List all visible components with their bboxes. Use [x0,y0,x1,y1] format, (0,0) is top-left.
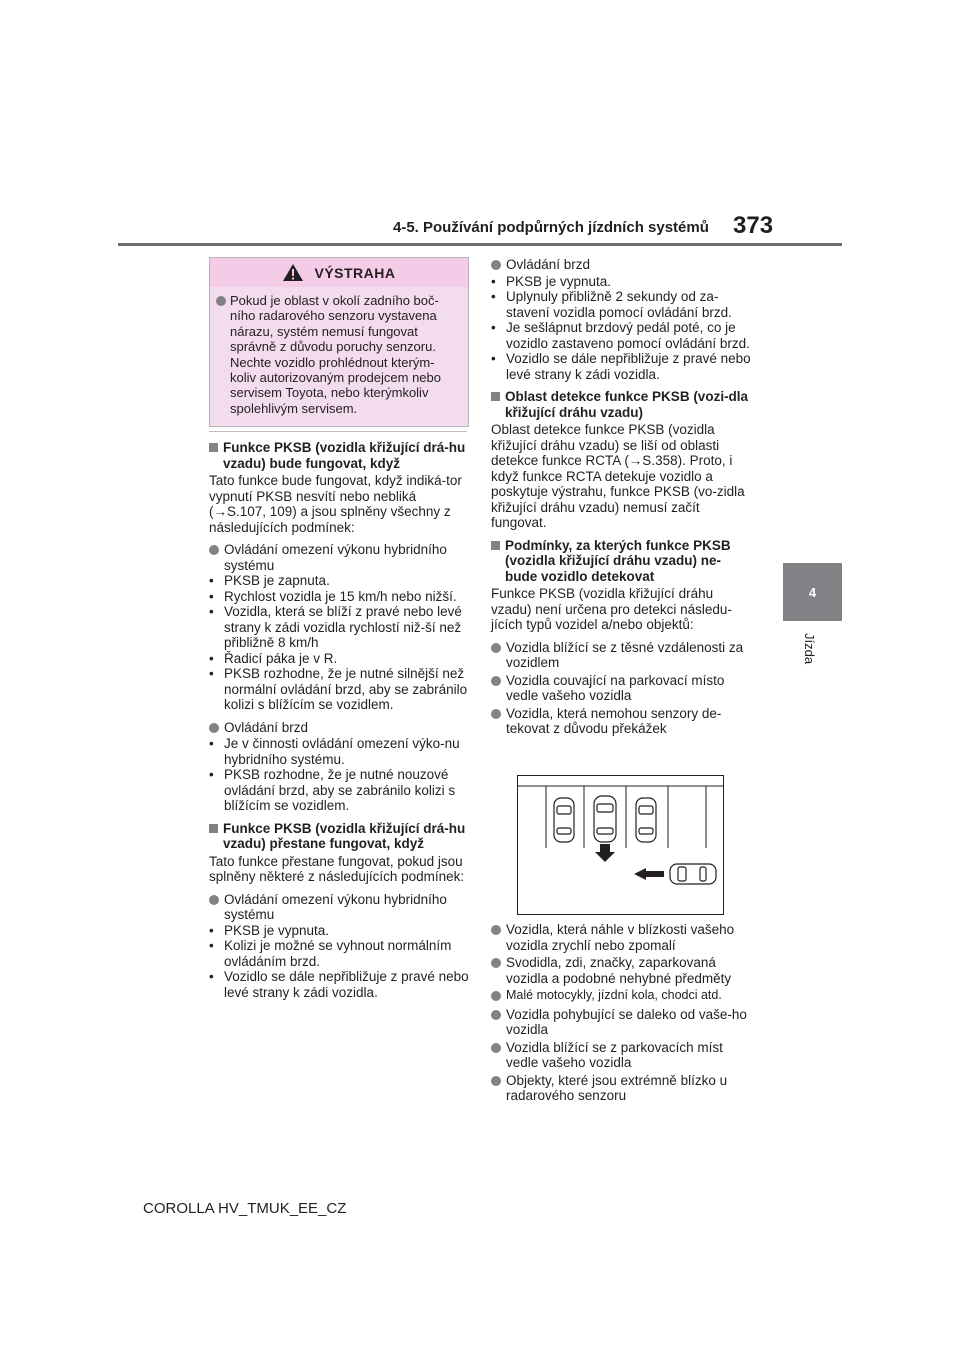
bullet-icon [209,723,219,733]
paragraph: Tato funkce bude fungovat, když indiká-tor vypnutí PKSB nesvítí nebo nebliká (→S.107, 109) a jsou splněny všechny z následujících podmínek: [209,473,462,535]
warning-text: Pokud je oblast v okolí zadního boč-ního radarového senzoru vystavena nárazu, systém nemusí fungovat správně z důvodu poruchy senzoru. Nechte vozidlo prohlédnout kterým-koliv autorizovaným prodejcem nebo servisem Toyota, nebo kterýmkoliv spolehlivým servisem. [230,293,441,416]
warning-box [209,257,469,427]
sub-item: PKSB je vypnuta. [506,273,612,289]
bullet-icon [216,296,226,306]
sub-item: Uplynuly přibližně 2 sekundy od za-stavení vozidla pomocí ovládání brzd. [506,289,732,320]
bullet-icon [491,1010,501,1020]
parking-diagram [518,776,723,914]
section-title: Funkce PKSB (vozidla křižující drá-hu vzadu) přestane fungovat, když [223,820,466,851]
chapter-label: Jízda [802,633,817,665]
section-title: Oblast detekce funkce PKSB (vozi-dla křižující dráhu vzadu) [505,389,749,420]
sub-item: Řadicí páka je v R. [224,650,338,666]
bullet-icon [491,260,501,270]
list-item: Vozidla blížící se z těsné vzdálenosti za vozidlem [506,639,744,670]
list-item: Vozidla couvající na parkovací místo vedle vašeho vozidla [506,672,725,703]
footer-model-code: COROLLA HV_TMUK_EE_CZ [143,1200,347,1217]
list-item: Svodidla, zdi, značky, zaparkovaná vozidla a podobné nehybné předměty [506,955,732,986]
sub-item: Kolizi je možné se vyhnout normálním ovládáním brzd. [224,938,452,969]
divider [209,431,467,432]
bullet-heading: Ovládání brzd [506,257,591,272]
section-square-icon [491,392,500,401]
list-item: Objekty, které jsou extrémně blízko u radarového senzoru [506,1072,728,1103]
chapter-tab [783,563,842,621]
page-number: 373 [733,212,774,239]
section-title: Podmínky, za kterých funkce PKSB (vozidla křižující dráhu vzadu) ne-bude vozidlo detekovat [505,537,731,584]
bullet-icon [209,895,219,905]
sub-item: PKSB rozhodne, že je nutné silnější než normální ovládání brzd, aby se zabránilo kolizi s blížícím se vozidlem. [224,666,468,712]
right-column: Ovládání brzd • PKSB je vypnuta. • Uplynuly přibližně 2 sekundy od za-stavení vozidla pomocí ovládání brzd. • Je sešlápnut brzdový pedál poté, co je vozidlo zastaveno pomocí ovládání brzd. • Vozidlo se dále nepřibližuje z pravé nebo levé strany k zádi vozidla. Oblast detekce funkce PKSB (vozi-dla křižující dráhu vzadu) Oblast detekce funkce PKSB (vozidla křižující dráhu vzadu) se liší od oblasti detekce funkce RCTA (→S.358). Proto, i když funkce RCTA detekuje vozidlo a poskytuje výstrahu, funkce PKSB (vo-zidla křižující dráhu vzadu) nemusí začít fungovat. Podmínky, za kterých funkce PKSB (vozidla křižující dráhu vzadu) ne-bude vozidlo detekovat Funkce PKSB (vozidla křižující dráhu vzadu) není určena pro detekci následu-jících typů vozidel a/nebo objektů: Vozidla blížící se z těsné vzdálenosti za vozidlem Vozidla couvající na parkovací místo vedle vašeho vozidla Vozidla, která nemohou senzory de-tekovat z důvodu překážek [491,255,753,737]
section-title: Funkce PKSB (vozidla křižující drá-hu vzadu) bude fungovat, když [223,440,466,471]
sub-item: Vozidla, která se blíží z pravé nebo levé strany k zádi vozidla rychlostí niž-ší než přibližně 8 km/h [224,604,462,650]
bullet-heading: Ovládání omezení výkonu hybridního systému [224,542,447,573]
warning-title: VÝSTRAHA [314,264,396,281]
list-item: Vozidla, která náhle v blízkosti vašeho vozidla zrychlí nebo zpomalí [506,922,735,953]
right-column-continued [491,920,753,1104]
bullet-icon [491,709,501,719]
parking-illustration [517,775,724,915]
paragraph: Tato funkce přestane fungovat, pokud jsou splněny některé z následujících podmínek: [209,853,465,884]
header-rule [118,243,842,246]
sub-item: Je sešlápnut brzdový pedál poté, co je vozidlo zastaveno pomocí ovládání brzd. [506,320,750,351]
bullet-heading: Ovládání omezení výkonu hybridního systému [224,891,447,922]
list-item: Malé motocykly, jízdní kola, chodci atd. [506,988,722,1002]
paragraph: Funkce PKSB (vozidla křižující dráhu vzadu) není určena pro detekci následu-jících typů vozidel a/nebo objektů: [491,586,732,632]
section-square-icon [491,541,500,550]
bullet-icon [491,991,501,1001]
sub-item: Vozidlo se dále nepřibližuje z pravé nebo levé strany k zádi vozidla. [506,351,751,382]
sub-item: Je v činnosti ovládání omezení výko-nu hybridního systému. [224,736,460,767]
bullet-icon [209,545,219,555]
section-square-icon [209,443,218,452]
section-square-icon [209,824,218,833]
sub-item: Vozidlo se dále nepřibližuje z pravé nebo levé strany k zádi vozidla. [224,969,469,1000]
list-item: Vozidla, která nemohou senzory de-tekovat z důvodu překážek [506,705,722,736]
chapter-number: 4 [808,584,817,600]
sub-item: Rychlost vozidla je 15 km/h nebo nižší. [224,588,457,604]
sub-item: PKSB rozhodne, že je nutné nouzové ovládání brzd, aby se zabránilo kolizi s blížícím se vozidlem. [224,767,456,813]
bullet-icon [491,925,501,935]
bullet-icon [491,1076,501,1086]
paragraph: Oblast detekce funkce PKSB (vozidla křižující dráhu vzadu) se liší od oblasti detekce funkce RCTA (→S.358). Proto, i když funkce RCTA detekuje vozidlo a poskytuje výstrahu, funkce PKSB (vo-zidla křižující dráhu vzadu) nemusí začít fungovat. [491,422,745,530]
sub-item: PKSB je vypnuta. [224,922,330,938]
bullet-icon [491,1043,501,1053]
bullet-icon [491,958,501,968]
warning-triangle-icon [282,263,304,282]
left-column: Funkce PKSB (vozidla křižující drá-hu vzadu) bude fungovat, když Tato funkce bude fungovat, když indiká-tor vypnutí PKSB nesvítí nebo nebliká (→S.107, 109) a jsou splněny všechny z následujících podmínek: Ovládání omezení výkonu hybridního systému • PKSB je zapnuta. • Rychlost vozidla je 15 km/h nebo nižší. • Vozidla, která se blíží z pravé nebo levé strany k zádi vozidla rychlostí niž-ší než přibližně 8 km/h • Řadicí páka je v R. • PKSB rozhodne, že je nutné silnější než normální ovládání brzd, aby se zabránilo kolizi s blížícím se vozidlem. Ovládání brzd • Je v činnosti ovládání omezení výko-nu hybridního systému. • PKSB rozhodne, že je nutné nouzové ovládání brzd, aby se zabránilo kolizi s blížícím se vozidlem. Funkce PKSB (vozidla křižující drá-hu vzadu) přestane fungovat, když Tato funkce přestane fungovat, pokud jsou splněny některé z následujících podmínek: Ovládání omezení výkonu hybridního systému • PKSB je vypnuta. • Kolizi je možné se vyhnout normálním ovládáním brzd. • Vozidlo se dále nepřibližuje z pravé nebo levé strany k zádi vozidla. [209,440,471,1007]
section-title: 4-5. Používání podpůrných jízdních systémů [393,219,709,236]
bullet-heading: Ovládání brzd [224,719,309,735]
bullet-icon [491,676,501,686]
warning-header [210,258,468,287]
list-item: Vozidla pohybující se daleko od vaše-ho vozidla [506,1006,747,1037]
sub-item: PKSB je zapnuta. [224,573,330,588]
bullet-icon [491,643,501,653]
list-item: Vozidla blížící se z parkovacích míst vedle vašeho vozidla [506,1039,723,1070]
